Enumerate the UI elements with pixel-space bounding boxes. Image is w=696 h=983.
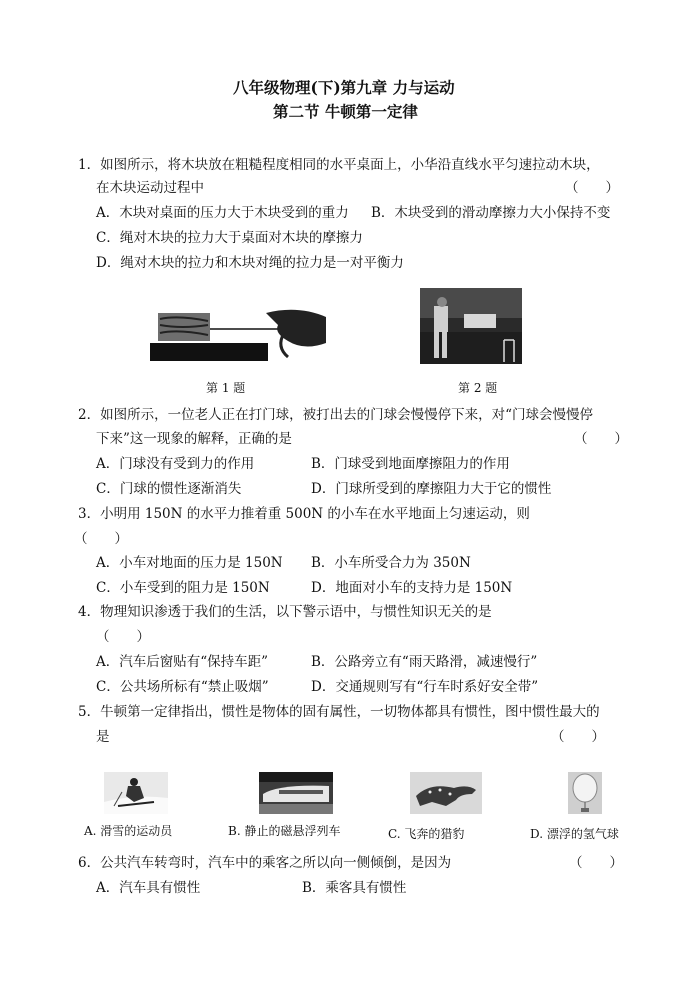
q3-option-d: D．地面对小车的支持力是 150N bbox=[311, 580, 513, 596]
q1-option-b: B．木块受到的滑动摩擦力大小保持不变 bbox=[371, 205, 611, 221]
q6-option-b: B．乘客具有惯性 bbox=[302, 880, 407, 896]
q5-stem-line1: 5．牛顿第一定律指出，惯性是物体的固有属性，一切物体都具有惯性，图中惯性最大的 bbox=[78, 704, 600, 720]
q5-caption-b: B. 静止的磁悬浮列车 bbox=[228, 824, 341, 838]
q3-stem-line1: 3．小明用 150N 的水平力推着重 500N 的小车在水平地面上匀速运动，则 bbox=[78, 506, 530, 522]
q2-option-a: A．门球没有受到力的作用 bbox=[96, 456, 255, 472]
q5-answer-bracket: （ ） bbox=[551, 729, 605, 745]
q1-answer-bracket: （ ） bbox=[565, 180, 619, 196]
q1-option-c: C．绳对木块的拉力大于桌面对木块的摩擦力 bbox=[96, 230, 363, 246]
q3-option-a: A．小车对地面的压力是 150N bbox=[96, 555, 283, 571]
q5-caption-a: A. 滑雪的运动员 bbox=[84, 824, 173, 838]
section-title: 第二节 牛顿第一定律 bbox=[273, 102, 418, 121]
q2-option-c: C．门球的惯性逐渐消失 bbox=[96, 481, 242, 497]
skier-image bbox=[104, 772, 168, 814]
q5-stem-line2: 是 bbox=[96, 729, 110, 745]
q6-option-a: A．汽车具有惯性 bbox=[96, 880, 201, 896]
q6-answer-bracket: （ ） bbox=[569, 855, 623, 871]
q5-caption-c: C. 飞奔的猎豹 bbox=[388, 827, 465, 841]
figure-2-caption: 第 2 题 bbox=[458, 381, 498, 395]
q3-option-c: C．小车受到的阻力是 150N bbox=[96, 580, 270, 596]
page-title: 八年级物理(下)第九章 力与运动 bbox=[233, 78, 455, 97]
cheetah-image bbox=[410, 772, 482, 814]
q2-answer-bracket: （ ） bbox=[574, 431, 628, 447]
maglev-train-image bbox=[259, 772, 333, 814]
q4-option-c: C．公共场所标有“禁止吸烟” bbox=[96, 679, 269, 695]
figure-2-gateball-image bbox=[420, 288, 522, 364]
q1-option-a: A．木块对桌面的压力大于木块受到的重力 bbox=[96, 205, 349, 221]
q4-stem-line1: 4．物理知识渗透于我们的生活，以下警示语中，与惯性知识无关的是 bbox=[78, 604, 492, 620]
q6-stem-line1: 6．公共汽车转弯时，汽车中的乘客之所以向一侧倾倒，是因为 bbox=[78, 855, 452, 871]
q2-stem-line1: 2．如图所示，一位老人正在打门球，被打出去的门球会慢慢停下来，对“门球会慢慢停 bbox=[78, 407, 593, 423]
q5-caption-d: D. 漂浮的氢气球 bbox=[530, 827, 619, 841]
hydrogen-balloon-image bbox=[568, 772, 602, 814]
q2-option-b: B．门球受到地面摩擦阻力的作用 bbox=[311, 456, 510, 472]
q3-answer-bracket: （ ） bbox=[74, 531, 128, 547]
q4-option-d: D．交通规则写有“行车时系好安全带” bbox=[311, 679, 539, 695]
q4-answer-bracket: （ ） bbox=[96, 629, 150, 645]
q2-stem-line2: 下来”这一现象的解释，正确的是 bbox=[96, 431, 292, 447]
q1-stem-line2: 在木块运动过程中 bbox=[96, 180, 204, 196]
figure-1-caption: 第 1 题 bbox=[206, 381, 246, 395]
q4-option-a: A．汽车后窗贴有“保持车距” bbox=[96, 654, 269, 670]
q3-option-b: B．小车所受合力为 350N bbox=[311, 555, 471, 571]
q4-option-b: B．公路旁立有“雨天路滑，减速慢行” bbox=[311, 654, 538, 670]
figure-1-wood-block-image bbox=[148, 303, 328, 367]
q2-option-d: D．门球所受到的摩擦阻力大于它的惯性 bbox=[311, 481, 552, 497]
q1-option-d: D．绳对木块的拉力和木块对绳的拉力是一对平衡力 bbox=[96, 255, 404, 271]
q1-stem-line1: 1．如图所示，将木块放在粗糙程度相同的水平桌面上，小华沿直线水平匀速拉动木块， bbox=[78, 157, 600, 173]
